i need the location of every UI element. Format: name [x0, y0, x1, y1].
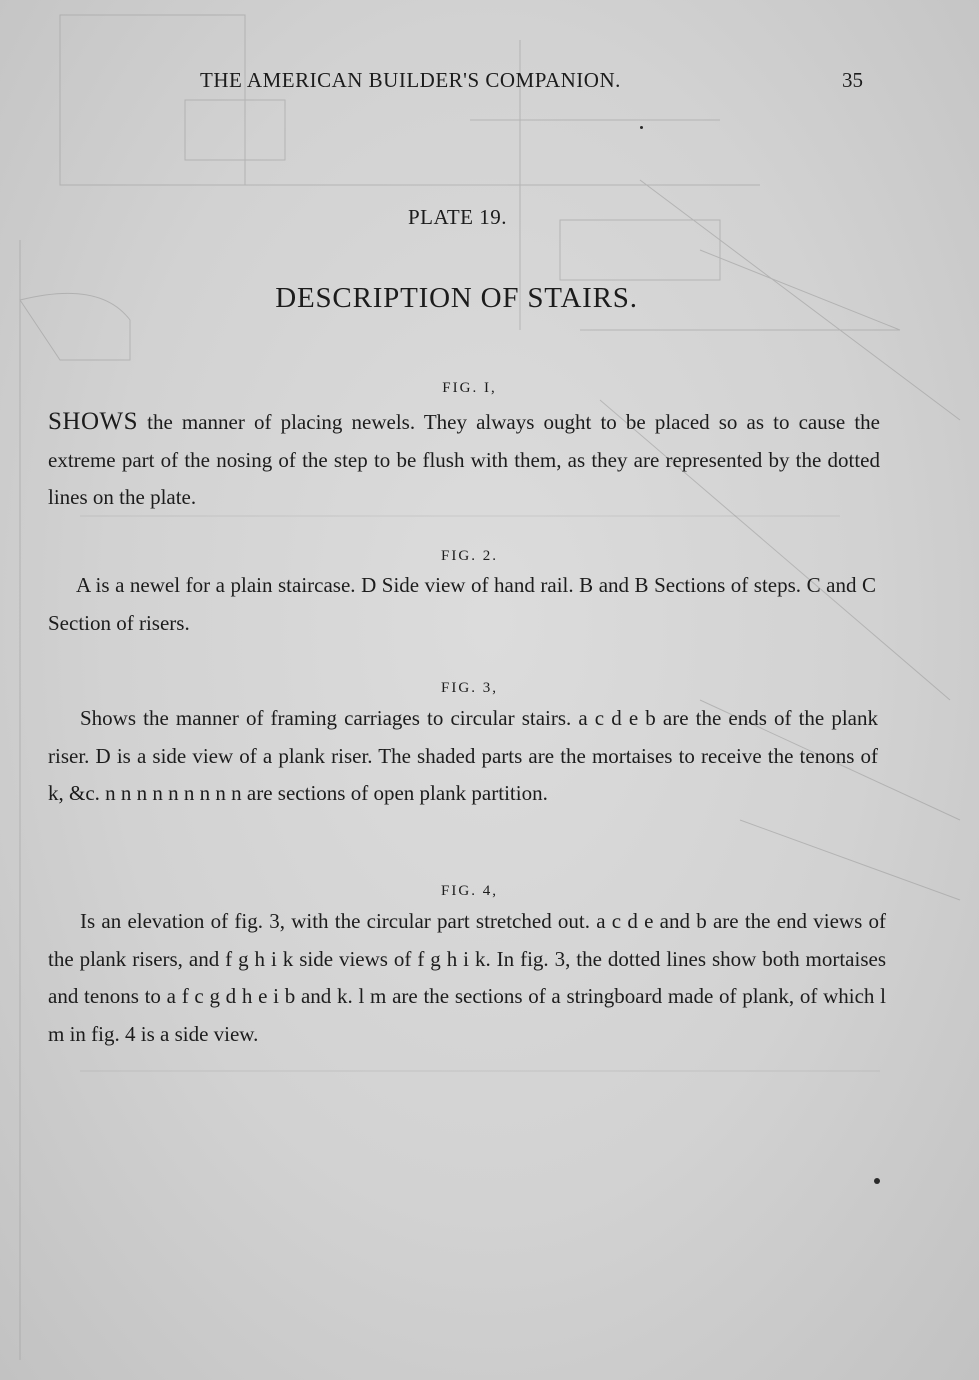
fig-4-text: Is an elevation of fig. 3, with the circular part stretched out. a c d e and b are the end views of the plank risers, and f g h i k side views of f g h i k. In fig. 3, the dotted lines show both mortaises and tenons to a f c g d h e i b and k. l m are the sections of a stringboard made of plank, of which l m in fig. 4 is a side view. [48, 909, 886, 1046]
fig-4-heading: FIG. 4, [441, 883, 498, 899]
running-head: THE AMERICAN BUILDER'S COMPANION. [200, 68, 621, 92]
fig-2-heading: FIG. 2. [441, 548, 498, 564]
fig-1-drop-word: SHOWS [48, 408, 139, 435]
section-title-text: DESCRIPTION OF STAIRS. [275, 282, 638, 314]
fig-1-heading: FIG. I, [442, 380, 497, 396]
page-number: 35 [842, 68, 863, 92]
fig-1-body: the manner of placing newels. They always ought to be placed so as to cause the extreme part of the nosing of the step to be flush with them, as they are represented by the dotted lines on the plate. [48, 410, 880, 509]
fig-1-text [48, 403, 880, 517]
ink-spot [874, 1178, 880, 1184]
plate-heading [0, 205, 979, 230]
fig-3-heading: FIG. 3, [441, 680, 498, 696]
fig-3-text: Shows the manner of framing carriages to circular stairs. a c d e b are the ends of the plank riser. D is a side view of a plank riser. The shaded parts are the mortaises to receive the tenons of k, &c. n n n n n n n n n are sections of open plank partition. [48, 706, 878, 805]
section-title [0, 282, 979, 315]
ink-spot [640, 126, 643, 129]
fig-2-text: A is a newel for a plain staircase. D Side view of hand rail. B and B Sections of steps. C and C Section of risers. [48, 573, 876, 635]
plate-label: PLATE 19. [408, 205, 507, 229]
